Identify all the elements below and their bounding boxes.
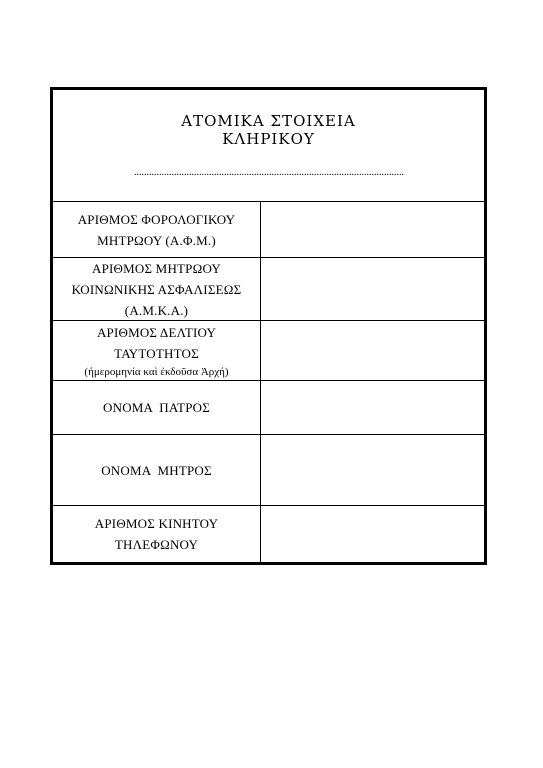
mobile-phone-label-cell: [53, 506, 261, 562]
father-name-value-cell[interactable]: [261, 381, 484, 434]
id-card-label-note: (ήμερομηνία καὶ ἐκδοῦσα Ἀρχή): [84, 365, 229, 378]
mobile-phone-label-line-1: ΑΡΙΘΜΟΣ ΚΙΝΗΤΟΥ: [94, 516, 219, 531]
row-social-security-number: [53, 258, 484, 321]
mobile-phone-label-line-2: ΤΗΛΕΦΩΝΟΥ: [114, 537, 199, 552]
social-security-value-cell[interactable]: [261, 258, 484, 320]
father-name-label-cell: [53, 381, 261, 434]
tax-number-value-cell[interactable]: [261, 202, 484, 257]
personal-details-form: [50, 87, 487, 565]
name-fill-line[interactable]: ............................................................................................................: [134, 168, 404, 178]
form-header: [53, 90, 484, 202]
id-card-value-cell[interactable]: [261, 321, 484, 380]
social-security-label-line-1: ΑΡΙΘΜΟΣ ΜΗΤΡΩΟΥ: [91, 260, 221, 276]
row-tax-number: [53, 202, 484, 258]
tax-number-label-line-2: ΜΗΤΡΩΟΥ (Α.Φ.Μ.): [97, 232, 216, 248]
row-mobile-phone: [53, 506, 484, 562]
mother-name-label-cell: [53, 435, 261, 505]
row-mother-name: [53, 435, 484, 506]
father-name-label: ΟΝΟΜΑ ΠΑΤΡΟΣ: [103, 400, 210, 415]
social-security-label-line-3: (Α.Μ.Κ.Α.): [124, 302, 189, 318]
id-card-label-line-2: ΤΑΥΤΟΤΗΤΟΣ: [114, 345, 199, 361]
mother-name-value-cell[interactable]: [261, 435, 484, 505]
id-card-label-cell: [53, 321, 261, 380]
row-id-card: [53, 321, 484, 381]
tax-number-label-line-1: ΑΡΙΘΜΟΣ ΦΟΡΟΛΟΓΙΚΟΥ: [77, 211, 236, 227]
mother-name-label: ΟΝΟΜΑ ΜΗΤΡΟΣ: [101, 462, 212, 478]
id-card-label-line-1: ΑΡΙΘΜΟΣ ΔΕΛΤΙΟΥ: [96, 324, 217, 340]
social-security-label-line-2: ΚΟΙΝΩΝΙΚΗΣ ΑΣΦΑΛΙΣΕΩΣ: [71, 281, 242, 297]
social-security-label-cell: [53, 258, 261, 320]
mobile-phone-value-cell[interactable]: [261, 506, 484, 562]
tax-number-label-cell: [53, 202, 261, 257]
form-title-line-1: ΑΤΟΜΙΚΑ ΣΤΟΙΧΕΙΑ: [181, 112, 356, 130]
form-title-line-2: ΚΛΗΡΙΚΟΥ: [222, 130, 315, 148]
row-father-name: [53, 381, 484, 435]
